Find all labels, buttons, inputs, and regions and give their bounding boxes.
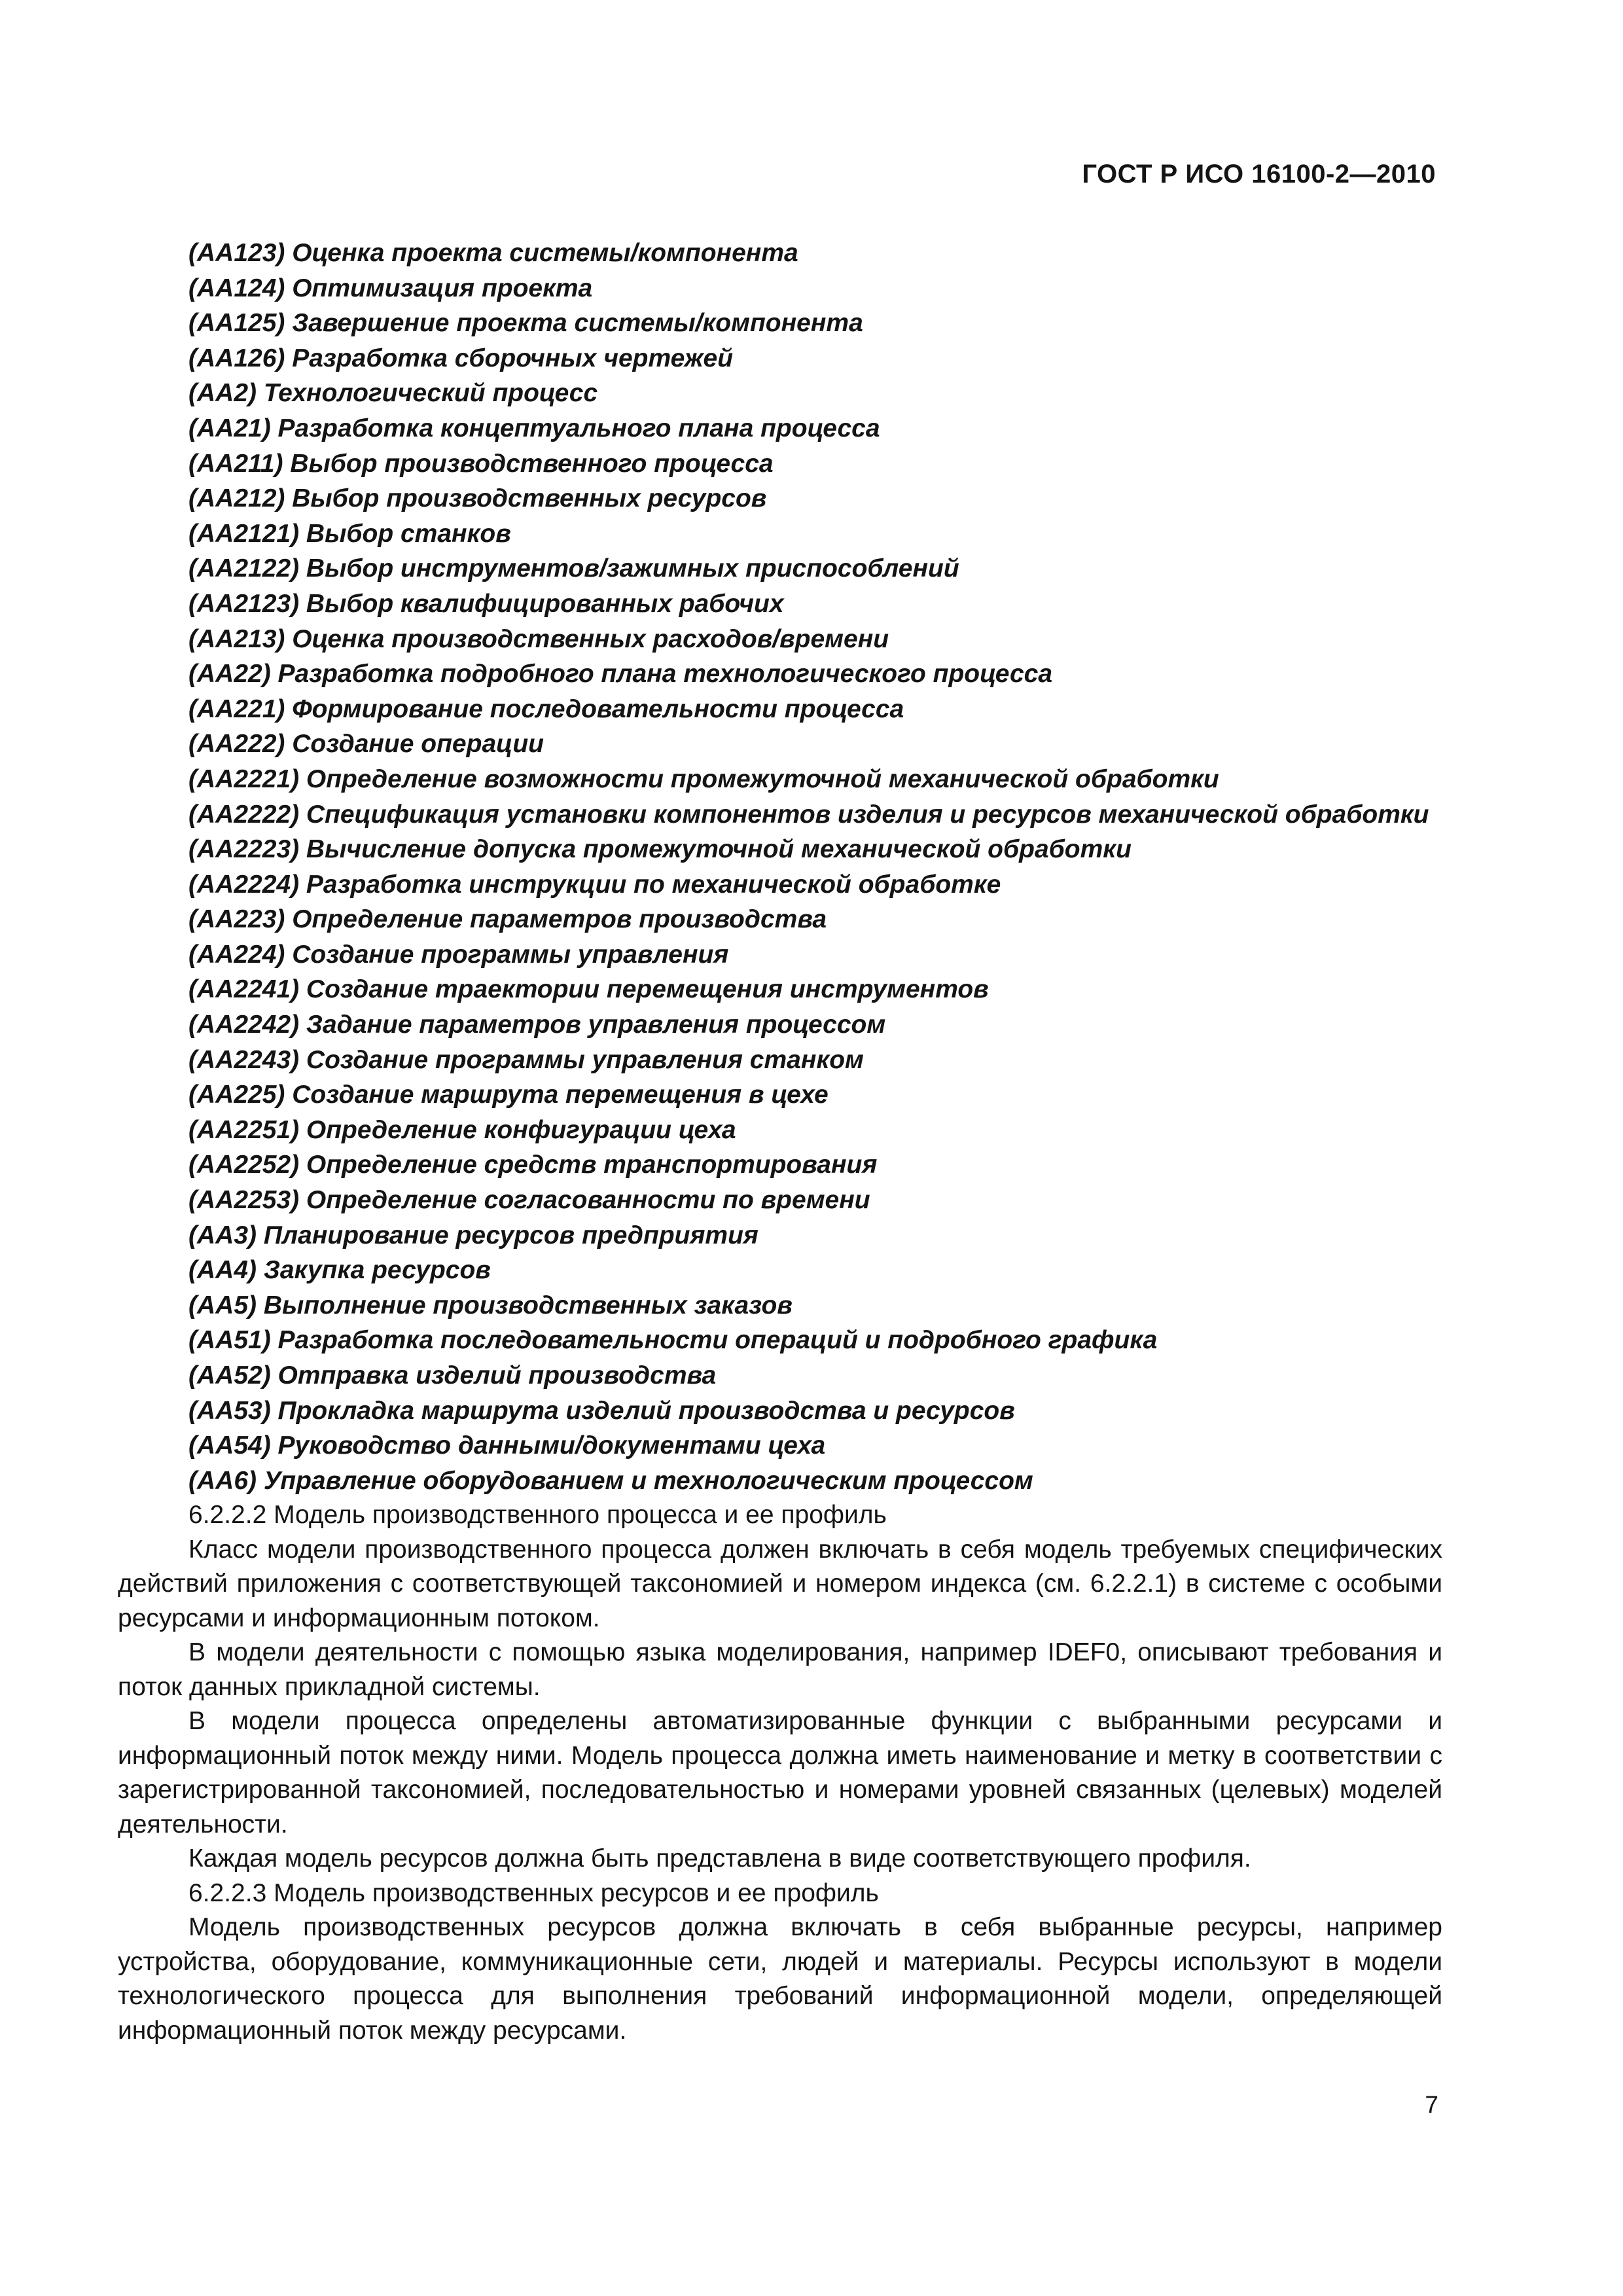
body-paragraph: Каждая модель ресурсов должна быть представлена в виде соответствующего профиля. — [188, 1844, 1251, 1873]
activity-item: (AA2) Технологический процесс — [188, 379, 598, 408]
activity-item: (AA3) Планирование ресурсов предприятия — [188, 1221, 758, 1249]
activity-item: (AA21) Разработка концептуального плана процесса — [188, 414, 880, 442]
body-paragraph: Класс модели производственного процесса должен включать в себя модель требуемых специфических действий приложения с соответствующей таксономией и номером индекса (см. 6.2.2.1) в системе с особыми ресурсами и информационным потоком. — [118, 1535, 1442, 1632]
activity-item: (AA2122) Выбор инструментов/зажимных приспособлений — [188, 554, 959, 583]
activity-item: (AA125) Завершение проекта системы/компонента — [188, 309, 863, 338]
activity-item: (AA213) Оценка производственных расходов/времени — [188, 624, 889, 653]
activity-item: (AA223) Определение параметров производства — [188, 905, 827, 934]
activity-item: (AA123) Оценка проекта системы/компонента — [188, 239, 798, 267]
activity-item: (AA2123) Выбор квалифицированных рабочих — [188, 589, 784, 618]
activity-item: (AA2252) Определение средств транспортирования — [188, 1151, 878, 1179]
activity-item: (AA2221) Определение возможности промежуточной механической обработки — [188, 764, 1219, 793]
activity-item: (AA4) Закупка ресурсов — [188, 1256, 491, 1285]
activity-item: (AA224) Создание программы управления — [188, 940, 729, 969]
document-header: ГОСТ Р ИСО 16100-2—2010 — [1082, 160, 1436, 188]
activity-item: (AA54) Руководство данными/документами цеха — [188, 1431, 826, 1460]
activity-item: (AA2222) Спецификация установки компонентов изделия и ресурсов механической обработки — [188, 800, 1429, 829]
activity-item: (AA2243) Создание программы управления станком — [188, 1045, 864, 1074]
activity-item: (AA5) Выполнение производственных заказов — [188, 1291, 793, 1319]
page-number: 7 — [1425, 2091, 1438, 2118]
section-6-2-2-3 — [118, 1876, 1442, 2049]
activity-item: (AA2242) Задание параметров управления процессом — [188, 1011, 886, 1039]
activity-item: (AA222) Создание операции — [188, 730, 544, 759]
activity-item: (AA124) Оптимизация проекта — [188, 274, 593, 302]
activity-item: (AA2121) Выбор станков — [188, 519, 511, 548]
activity-item: (AA53) Прокладка маршрута изделий производства и ресурсов — [188, 1396, 1015, 1425]
activity-item: (AA2223) Вычисление допуска промежуточной механической обработки — [188, 835, 1132, 864]
activity-item: (AA2241) Создание траектории перемещения инструментов — [188, 975, 989, 1004]
activity-item: (AA212) Выбор производственных ресурсов — [188, 484, 767, 513]
body-paragraph: В модели деятельности с помощью языка моделирования, например IDEF0, описывают требования и поток данных прикладной системы. — [118, 1638, 1442, 1701]
body-paragraph: Модель производственных ресурсов должна включать в себя выбранные ресурсы, например устройства, оборудование, коммуникационные сети, людей и материалы. Ресурсы используют в модели технологического процесса для выполнения требований информационной модели, определяющей информационный поток между ресурсами. — [118, 1913, 1442, 2045]
page-content — [118, 236, 1442, 2048]
activity-item: (AA221) Формирование последовательности процесса — [188, 694, 904, 723]
activity-item: (AA2251) Определение конфигурации цеха — [188, 1115, 736, 1144]
activity-item: (AA22) Разработка подробного плана технологического процесса — [188, 660, 1053, 689]
section-heading: 6.2.2.2 Модель производственного процесса и ее профиль — [188, 1501, 887, 1530]
activity-list — [118, 236, 1442, 1498]
section-6-2-2-2 — [118, 1498, 1442, 1876]
activity-item: (AA2253) Определение согласованности по времени — [188, 1186, 870, 1215]
activity-item: (AA126) Разработка сборочных чертежей — [188, 344, 734, 372]
activity-item: (AA211) Выбор производственного процесса — [188, 449, 774, 478]
activity-item: (AA51) Разработка последовательности операций и подробного графика — [188, 1326, 1158, 1355]
activity-item: (AA225) Создание маршрута перемещения в цехе — [188, 1081, 829, 1109]
activity-item: (AA52) Отправка изделий производства — [188, 1361, 717, 1390]
body-paragraph: В модели процесса определены автоматизированные функции с выбранными ресурсами и информационный поток между ними. Модель процесса должна иметь наименование и метку в соответствии с зарегистрированной таксономией, последовательностью и номерами уровней связанных (целевых) моделей деятельности. — [118, 1707, 1442, 1839]
section-heading: 6.2.2.3 Модель производственных ресурсов и ее профиль — [188, 1878, 879, 1907]
activity-item: (AA6) Управление оборудованием и технологическим процессом — [188, 1466, 1033, 1495]
activity-item: (AA2224) Разработка инструкции по механической обработке — [188, 870, 1001, 899]
